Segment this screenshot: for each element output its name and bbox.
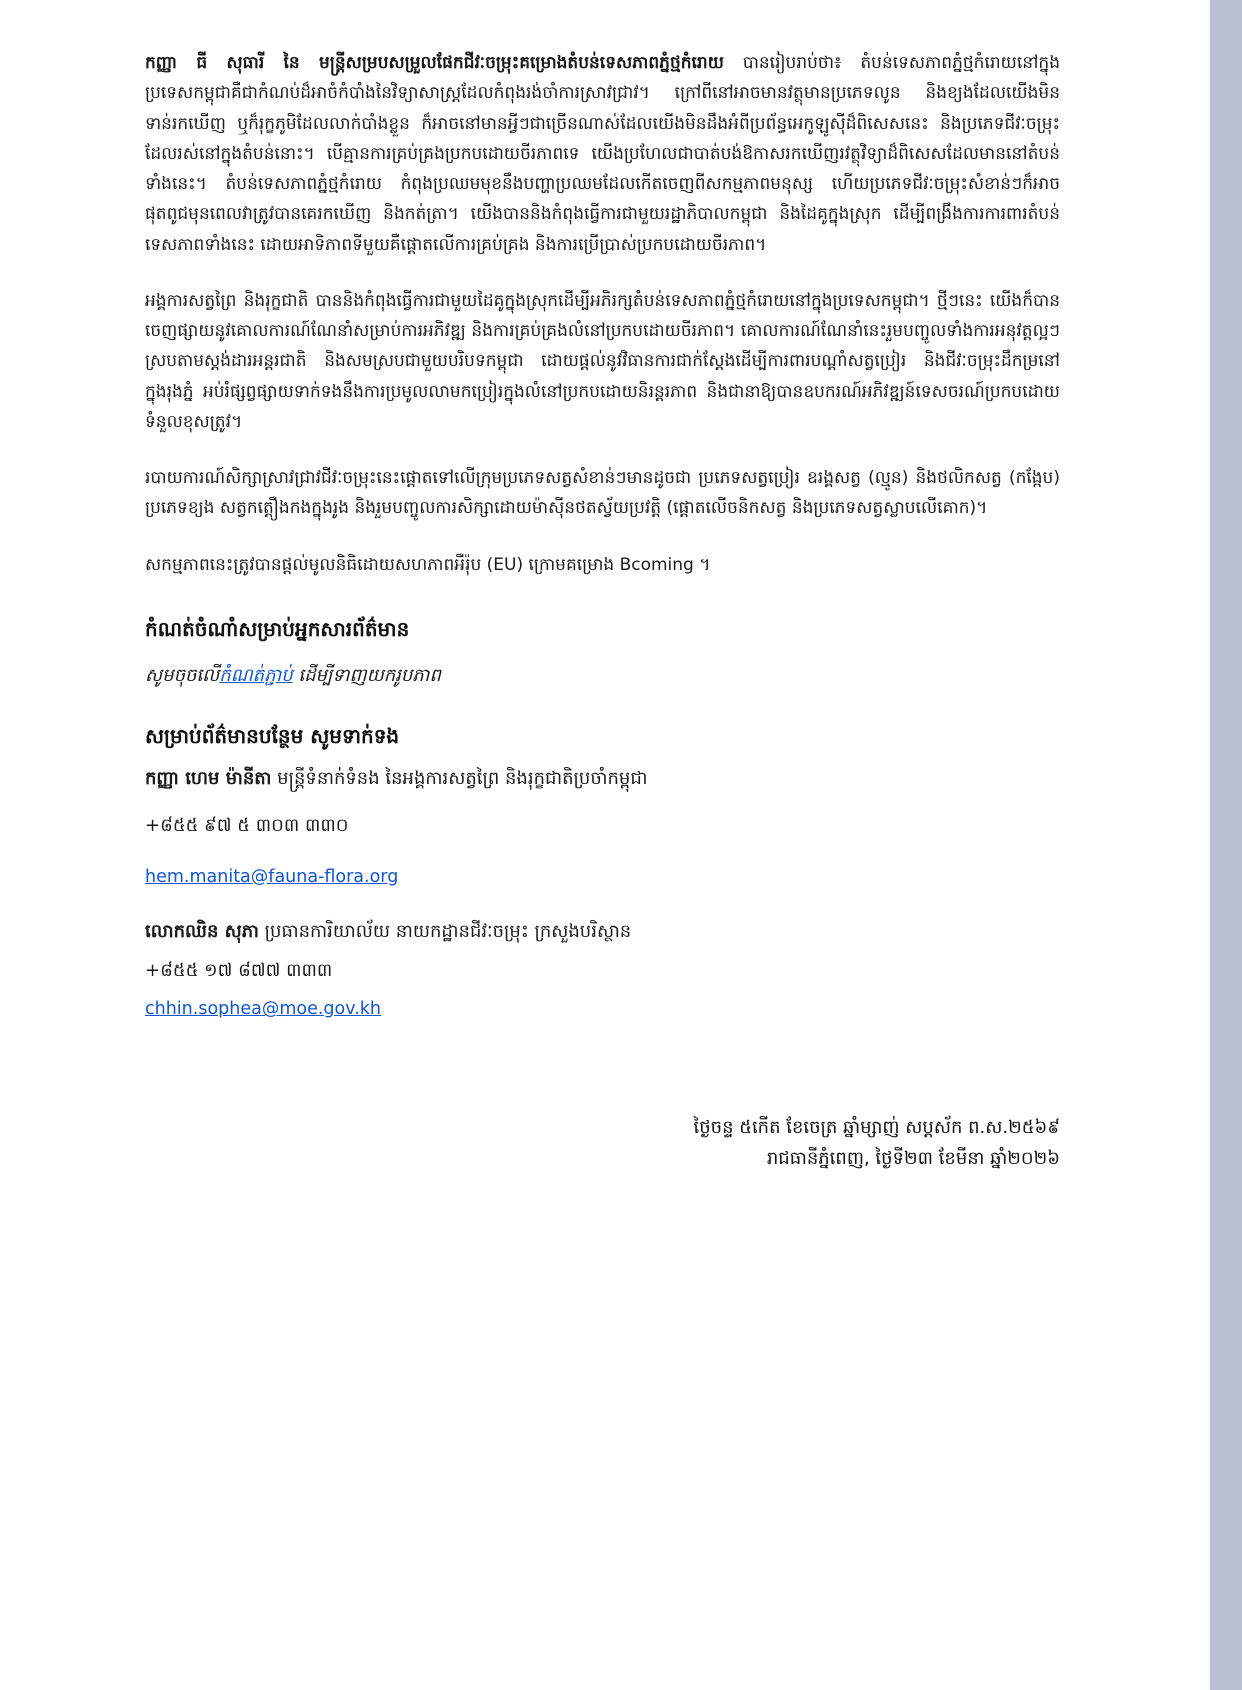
contact-block-1 xyxy=(145,765,1060,892)
contact-1-email-line xyxy=(145,862,1060,893)
heading-more-info: សម្រាប់ព័ត៌មានបន្ថែម សូមទាក់ទង xyxy=(145,724,400,749)
paragraph-4: សកម្មភាពនេះត្រូវបានផ្ដល់មូលនិធិដោយសហភាពអឺរ៉ុប (EU) ក្រោមគម្រោង Bcoming ។ xyxy=(145,554,711,575)
document-footer xyxy=(145,1113,1060,1174)
contact-1-name: កញ្ញា ហេម ម៉ានីតា xyxy=(145,768,272,790)
paragraph-3: របាយការណ៍សិក្សាស្រាវជ្រាវជីវៈចម្រុះនេះផ្ដោតទៅលើក្រុមប្រភេទសត្វសំខាន់ៗមានដូចជា ប្រភេទសត្វប្រៀរ ឧរង្គសត្វ (ល្មូន) និងថលិកសត្វ (កង្កែប) ប្រភេទខ្យង សត្វកត្តឿងកងក្នុងរូង និងរួមបញ្ចូលការសិក្សាដោយម៉ាស៊ីនថតស្វ័យប្រវត្តិ (ផ្ដោតលើចនិកសត្វ និងប្រភេទសត្វស្លាបលើគោក)។ xyxy=(145,468,1060,519)
contact-2-email-line xyxy=(145,994,1060,1025)
media-download-link[interactable]: កំណត់ភ្ជាប់ xyxy=(219,664,293,686)
contact-2-title: ប្រធានការិយាល័យ នាយកដ្ឋានជីវៈចម្រុះ ក្រសួងបរិស្ថាន xyxy=(258,921,632,943)
media-note-prefix: សូមចុចលើ xyxy=(145,664,220,686)
footer-line-2: រាជធានីភ្នំពេញ, ថ្ងៃទី២៣ ខែមីនា ឆ្នាំ២០២៦ xyxy=(766,1147,1060,1169)
heading-media-note: កំណត់ចំណាំសម្រាប់អ្នកសារព័ត៌មាន xyxy=(145,616,410,641)
paragraph-2: អង្គការសត្វព្រៃ និងរុក្ខជាតិ បាននិងកំពុងធ្វើការជាមួយដៃគូក្នុងស្រុកដើម្បីអភិរក្សតំបន់ទេសភាពភ្នំថ្មកំរោយនៅក្នុងប្រទេសកម្ពុជា។ ថ្មីៗនេះ យើងក៏បានចេញផ្សាយនូវគោលការណ៍ណែនាំសម្រាប់ការអភិវឌ្ឍ និងការគ្រប់គ្រងលំនៅប្រកបដោយចីរភាព។ គោលការណ៍ណែនាំនេះរួមបញ្ចូលទាំងការអនុវត្តល្អៗស្របតាមស្តង់ដារអន្តរជាតិ និងសមស្របជាមួយបរិបទកម្ពុជា ដោយផ្ដល់នូវវិធានការជាក់ស្ដែងដើម្បីការពារបណ្ដាំសត្វប្រៀរ និងជីវៈចម្រុះដឹកម្រនៅក្នុងរុងភ្នំ អប់រំផ្សព្វផ្សាយទាក់ទងនឹងការប្រមូលលាមកប្រៀរក្នុងលំនៅប្រកបដោយនិរន្តរភាព និងជានាឱ្យបានឧបករណ៍អភិវឌ្ឍន៍ទេសចរណ៍ប្រកបដោយទំនួលខុសត្រូវ។ xyxy=(145,290,1060,432)
contact-1-title: មន្ត្រីទំនាក់ទំនង នៃអង្គការសត្វព្រៃ និងរុក្ខជាតិប្រចាំកម្ពុជា xyxy=(271,768,648,790)
paragraph-1-lead: កញ្ញា ធី សុធារី នៃ មន្ត្រីសម្របសម្រួលផែកជីវៈចម្រុះគម្រោងតំបន់ទេសភាពភ្នំថ្មកំរោយ xyxy=(145,53,724,73)
paragraph-1-text: បានរៀបរាប់ថា៖ តំបន់ទេសភាពភ្នំថ្មកំរោយនៅក្នុងប្រទេសកម្ពុជាគឺជាកំណប់ដ៏អាចំកំបាំងនៃវិទ្យាសាស្ត្រដែលកំពុងរង់ចាំការស្រាវជ្រាវ។ ក្រៅពីនៅអាចមានវត្ថុមានប្រភេទលូន និងខ្យងដែលយើងមិនទាន់រកឃើញ ឬក៏រុក្ខភូមិដែលលាក់បាំងខ្លួន ក៏អាចនៅមានអ្វីៗជាច្រើនណាស់ដែលយើងមិនដឹងអំពីប្រព័ន្ធអេកូឡូស៊ីដ៏ពិសេសនេះ និងប្រភេទជីវៈចម្រុះដែលរស់នៅក្នុងតំបន់នោះ។ បើគ្មានការគ្រប់គ្រងប្រកបដោយចីរភាពទេ យើងប្រហែលជាបាត់បង់ឱកាសរកឃើញរវត្ថុវិទ្យាដ៏ពិសេសដែលមាននៅតំបន់ទាំងនេះ។ តំបន់ទេសភាពភ្នំថ្មកំរោយ កំពុងប្រឈមមុខនឹងបញ្ហាប្រឈមដែលកើតចេញពីសកម្មភាពមនុស្ស ហើយប្រភេទជីវៈចម្រុះសំខាន់ៗក៏អាចផុតពូជមុនពេលវាត្រូវបានគេរកឃើញ និងកត់ត្រា។ យើងបាននិងកំពុងធ្វើការជាមួយរដ្ឋាភិបាលកម្ពុជា និងដៃគូក្នុងស្រុក ដើម្បីពង្រឹងការការពារតំបន់ទេសភាពទាំងនេះ ដោយអាទិភាពទីមួយគឺផ្ដោតលើការគ្រប់គ្រង និងការប្រើប្រាស់ប្រកបដោយចីរភាព។ xyxy=(145,53,1060,255)
contact-1-name-line xyxy=(145,765,1060,794)
contact-2-name-line xyxy=(145,918,1060,947)
paragraph-1 xyxy=(145,48,1060,260)
contact-2-phone: +៨៥៥ ១៧ ៨៧៧ ៣៣៣ xyxy=(145,959,333,981)
contact-block-2 xyxy=(145,918,1060,1025)
media-note-suffix: ដើម្បីទាញយករូបភាព xyxy=(292,664,441,686)
contact-1-email-link[interactable]: hem.manita@fauna-flora.org xyxy=(145,866,399,887)
contact-2-email-link[interactable]: chhin.sophea@moe.gov.kh xyxy=(145,999,382,1020)
contact-1-phone: +៨៥៥ ៩៧ ៥ ៣០៣ ៣៣០ xyxy=(145,815,349,837)
contact-2-name: លោកឈិន សុភា xyxy=(145,921,259,943)
media-note-line xyxy=(145,660,1060,692)
footer-line-1: ថ្ងៃចន្ទ ៥កើត ខែចេត្រ ឆ្នាំម្សាញ់ សប្តស័ក ព.ស.២៥៦៩ xyxy=(693,1117,1060,1139)
